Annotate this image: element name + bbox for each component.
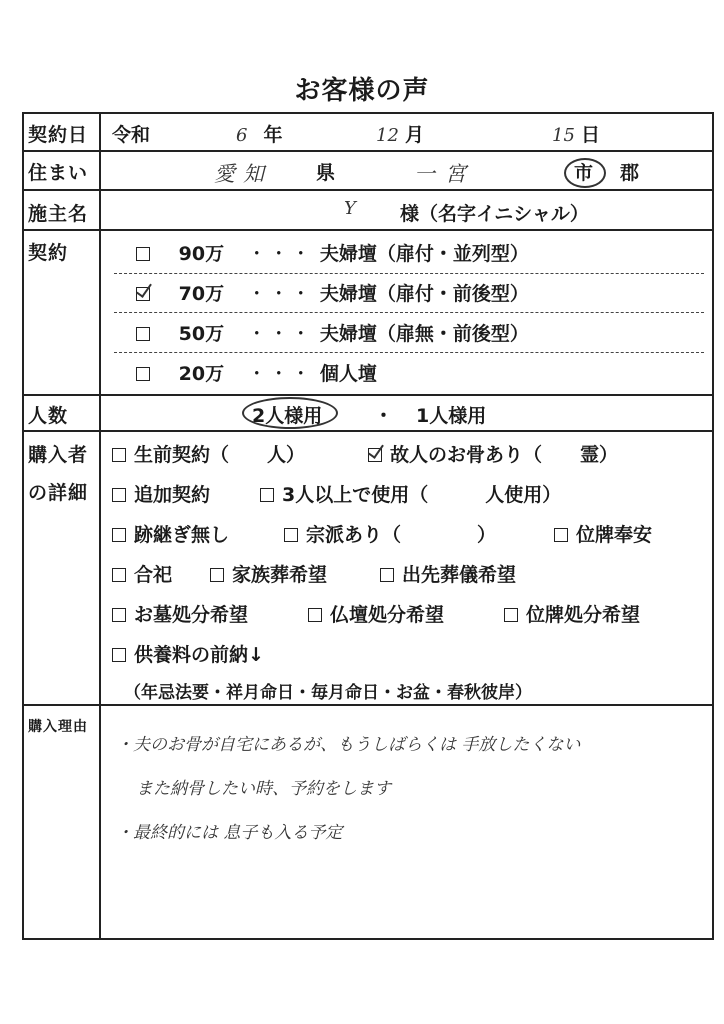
option-text: 合祀 [134, 564, 173, 586]
checkbox[interactable] [284, 528, 298, 542]
option-text: 3人以上で使用（ 人使用） [282, 484, 562, 506]
owner-label: 施主名 [28, 203, 89, 225]
contract-year [236, 120, 283, 147]
option-price: 50万 [178, 323, 225, 345]
row-divider [24, 430, 712, 432]
option-desc: 夫婦壇（扉無・前後型） [319, 323, 529, 345]
buyer-option [112, 440, 305, 467]
month-value: 12 [376, 125, 399, 146]
checkbox[interactable] [112, 528, 126, 542]
checkbox[interactable] [136, 367, 150, 381]
checkbox[interactable] [112, 648, 126, 662]
row-divider [24, 229, 712, 231]
option-text: 生前契約（ 人） [134, 444, 306, 466]
checkbox-checked[interactable] [136, 287, 150, 301]
checkbox[interactable] [136, 247, 150, 261]
option-text: 位牌処分希望 [526, 604, 641, 626]
buyer-option [554, 520, 652, 547]
option-text: 供養料の前納↓ [134, 644, 264, 666]
era-text: 令和 [112, 124, 151, 146]
option-desc: 夫婦壇（扉付・前後型） [319, 283, 529, 305]
option-desc: 夫婦壇（扉付・並列型） [319, 243, 529, 265]
buyer-option [112, 520, 229, 547]
dashed-divider [114, 273, 704, 274]
city-unit: 市 [574, 162, 594, 184]
option-text: お墓処分希望 [134, 604, 249, 626]
option-text: 宗派あり（ ） [306, 524, 497, 546]
buyer-option [308, 600, 444, 627]
buyer-option [112, 600, 248, 627]
row-divider [24, 189, 712, 191]
option-text: 故人のお骨あり（ 霊） [390, 444, 619, 466]
people-option-one: 1人様用 [416, 405, 487, 427]
buyer-label-line2: の詳細 [28, 482, 89, 504]
owner-initial: Y [344, 198, 356, 219]
city-value: 一宮 [414, 162, 476, 186]
buyer-option [260, 480, 561, 507]
dashed-divider [114, 352, 704, 353]
contract-option-20 [136, 359, 377, 386]
option-price: 90万 [178, 243, 225, 265]
option-text: 跡継ぎ無し [134, 524, 230, 546]
residence-label: 住まい [28, 162, 89, 184]
checkbox[interactable] [112, 488, 126, 502]
day-value: 15 [552, 125, 575, 146]
year-unit: 年 [263, 124, 283, 146]
people-label: 人数 [28, 405, 69, 427]
contract-option-70 [136, 279, 529, 306]
option-price: 20万 [178, 363, 225, 385]
row-divider [24, 394, 712, 396]
column-divider [99, 114, 101, 938]
checkbox[interactable] [260, 488, 274, 502]
buyer-option [112, 480, 210, 507]
option-text: 位牌奉安 [576, 524, 653, 546]
option-text: 追加契約 [134, 484, 211, 506]
reason-line: ・最終的には 息子も入る予定 [116, 823, 343, 843]
checkbox[interactable] [136, 327, 150, 341]
day-unit: 日 [580, 124, 600, 146]
buyer-option [210, 560, 327, 587]
option-price: 70万 [178, 283, 225, 305]
contract-day [552, 120, 600, 147]
option-dots: ・・・ [247, 323, 314, 345]
checkbox[interactable] [504, 608, 518, 622]
checkbox[interactable] [380, 568, 394, 582]
contract-label: 契約 [28, 242, 69, 264]
reason-line: また納骨したい時、予約をします [136, 779, 391, 799]
buyer-option [504, 600, 640, 627]
reason-label: 購入理由 [28, 719, 88, 735]
memorial-note: （年忌法要・祥月命日・毎月命日・お盆・春秋彼岸） [124, 683, 532, 703]
people-separator: ・ [374, 405, 394, 427]
city-circle-mark [564, 158, 606, 188]
buyer-option [112, 560, 172, 587]
people-option-two: 2人様用 [252, 405, 323, 427]
people-circle-mark [242, 397, 338, 429]
option-text: 仏壇処分希望 [330, 604, 445, 626]
contract-option-90 [136, 239, 529, 266]
checkbox[interactable] [112, 448, 126, 462]
buyer-option [112, 640, 264, 667]
option-text: 出先葬儀希望 [402, 564, 517, 586]
reason-line: ・夫のお骨が自宅にあるが、もうしばらくは 手放したくない [116, 735, 581, 755]
option-dots: ・・・ [247, 243, 314, 265]
prefecture-unit: 県 [316, 162, 336, 184]
district-unit: 郡 [620, 162, 640, 184]
option-text: 家族葬希望 [232, 564, 328, 586]
row-divider [24, 704, 712, 706]
checkbox-checked[interactable] [368, 448, 382, 462]
survey-form [22, 112, 714, 940]
option-desc: 個人壇 [319, 363, 377, 385]
owner-suffix: 様（名字イニシャル） [400, 203, 589, 225]
checkbox[interactable] [210, 568, 224, 582]
checkbox[interactable] [112, 568, 126, 582]
buyer-option [380, 560, 516, 587]
checkbox[interactable] [554, 528, 568, 542]
dashed-divider [114, 312, 704, 313]
buyer-label-line1: 購入者 [28, 444, 89, 466]
option-dots: ・・・ [247, 283, 314, 305]
prefecture-value: 愛知 [214, 162, 272, 186]
year-value: 6 [236, 125, 248, 146]
contract-option-50 [136, 319, 529, 346]
contract-date-label: 契約日 [28, 124, 89, 146]
option-dots: ・・・ [247, 363, 314, 385]
month-unit: 月 [404, 124, 424, 146]
buyer-option [368, 440, 618, 467]
row-divider [24, 150, 712, 152]
contract-month [376, 120, 424, 147]
page-title: お客様の声 [294, 76, 430, 106]
checkbox[interactable] [308, 608, 322, 622]
buyer-option [284, 520, 496, 547]
checkbox[interactable] [112, 608, 126, 622]
